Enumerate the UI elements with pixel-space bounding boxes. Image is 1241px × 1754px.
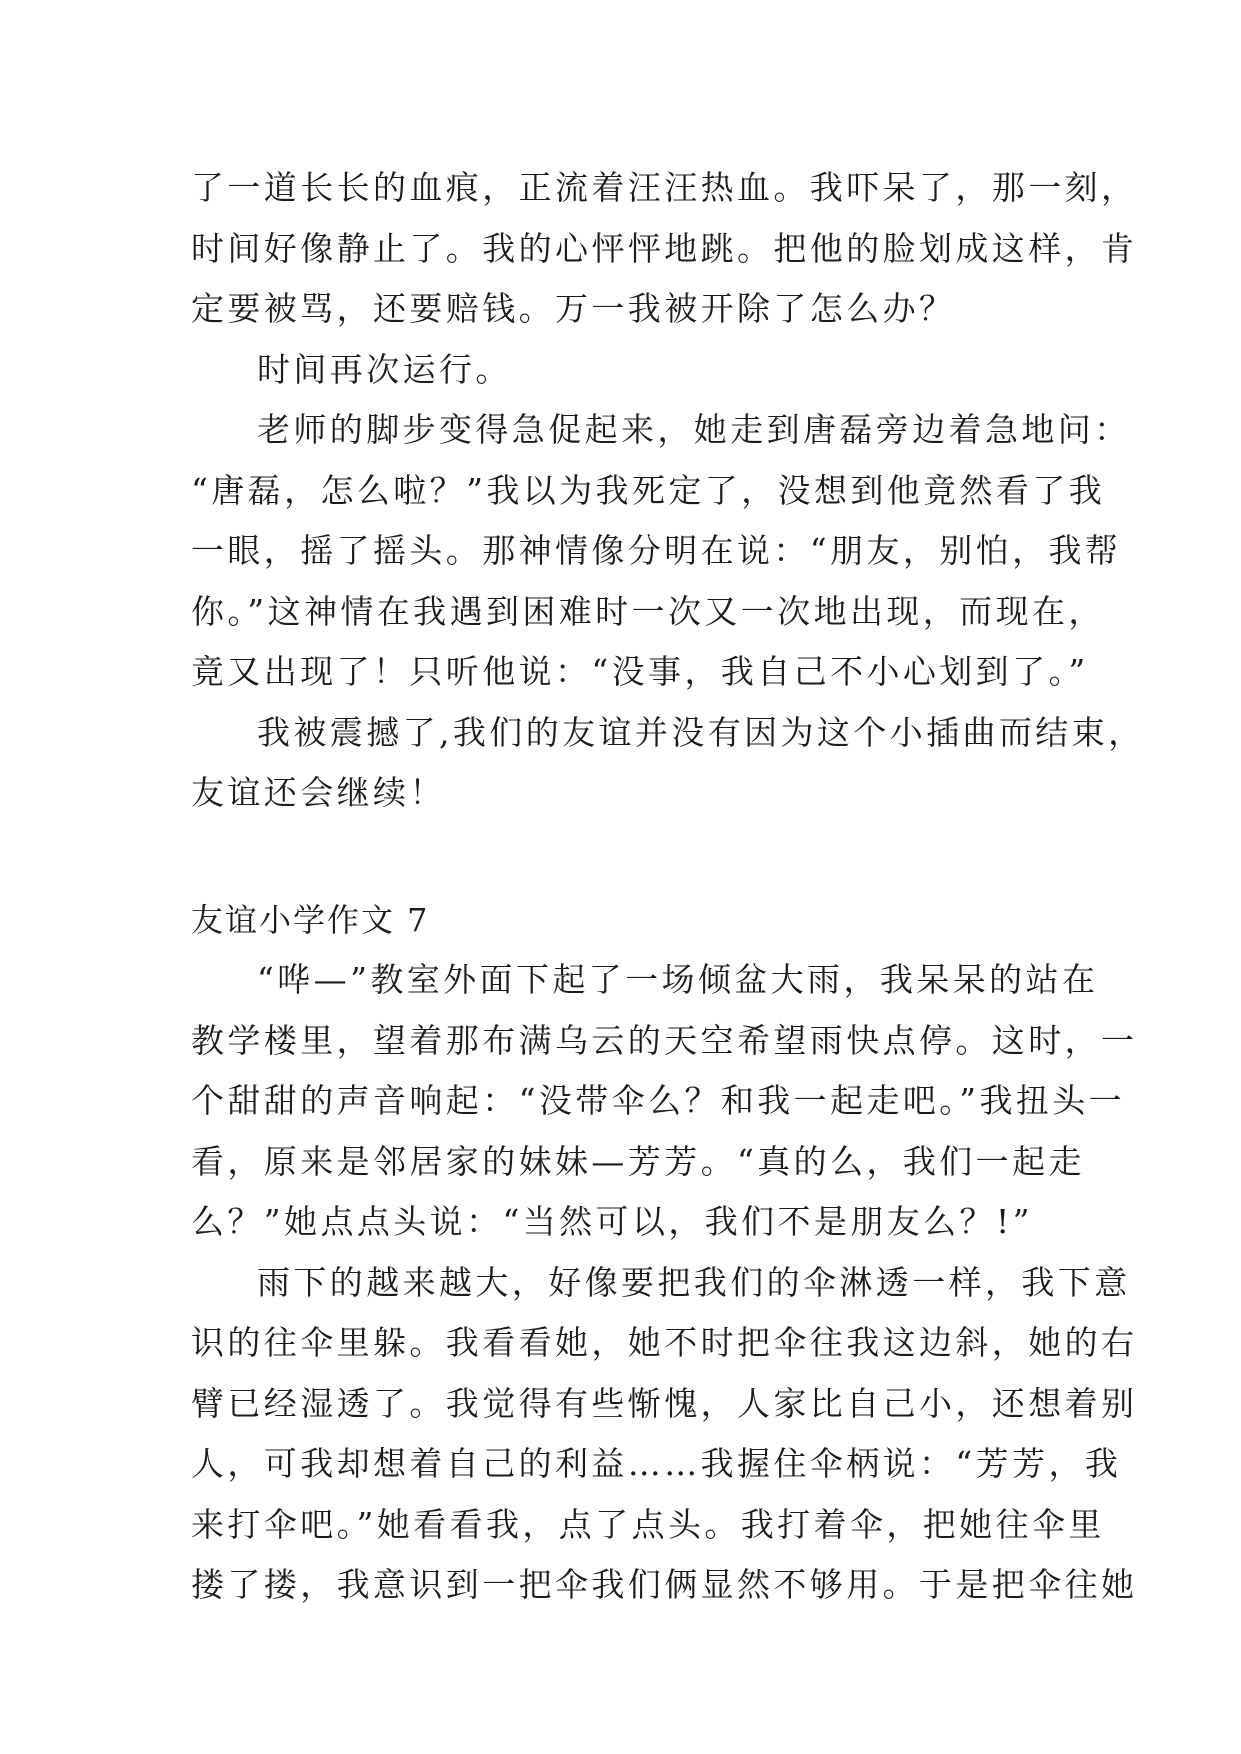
paragraph-first-line: 我被震撼了,我们的友谊并没有因为这个小插曲而结束， xyxy=(257,712,1145,752)
text-line: 么？”她点点头说：“当然可以，我们不是朋友么？!” xyxy=(191,1202,1033,1241)
text-line: 个甜甜的声音响起：“没带伞么？和我一起走吧。”我扭头一 xyxy=(191,1081,1126,1120)
text-line: 搂了搂，我意识到一把伞我们俩显然不够用。于是把伞往她 xyxy=(191,1565,1138,1604)
section-gap xyxy=(191,824,1061,890)
text-line: 一眼，摇了摇头。那神情像分明在说：“朋友，别怕，我帮 xyxy=(191,531,1122,570)
text-line: 看，原来是邻居家的妹妹—芳芳。“真的么，我们一起走 xyxy=(191,1141,1085,1181)
text-line: 臂已经湿透了。我觉得有些惭愧，人家比自己小，还想着别 xyxy=(191,1383,1138,1423)
text-line: 识的往伞里躲。我看看她，她不时把伞往我这边斜，她的右 xyxy=(191,1323,1138,1362)
paragraph-first-line: “哗—”教室外面下起了一场倾盆大雨，我呆呆的站在 xyxy=(257,960,1099,999)
text-line: 你。”这神情在我遇到困难时一次又一次地出现，而现在， xyxy=(191,591,1105,631)
paragraph-first-line: 雨下的越来越大，好像要把我们的伞淋透一样，我下意 xyxy=(257,1262,1131,1302)
paragraph-line: 时间再次运行。 xyxy=(257,349,512,389)
text-line: 人，可我却想着自己的利益……我握住伞柄说：“芳芳，我 xyxy=(191,1444,1122,1483)
text-line: 了一道长长的血痕，正流着汪汪热血。我吓呆了，那一刻， xyxy=(191,168,1138,207)
paragraph-first-line: 老师的脚步变得急促起来，她走到唐磊旁边着急地问： xyxy=(257,410,1131,449)
section-title: 友谊小学作文 7 xyxy=(191,900,430,939)
text-line: 来打伞吧。”她看看我，点了点头。我打着伞，把她往伞里 xyxy=(191,1504,1105,1544)
text-line: “唐磊，怎么啦？”我以为我死定了，没想到他竟然看了我 xyxy=(191,470,1106,510)
text-line: 教学楼里，望着那布满乌云的天空希望雨快点停。这时，一 xyxy=(191,1020,1138,1060)
text-line: 友谊还会继续！ xyxy=(191,773,446,812)
text-line: 时间好像静止了。我的心怦怦地跳。把他的脸划成这样，肯 xyxy=(191,228,1138,268)
text-line: 定要被骂，还要赔钱。万一我被开除了怎么办？ xyxy=(191,289,956,328)
text-line: 竟又出现了！只听他说：“没事，我自己不小心划到了。” xyxy=(191,652,1089,691)
document-body xyxy=(191,158,1145,1616)
